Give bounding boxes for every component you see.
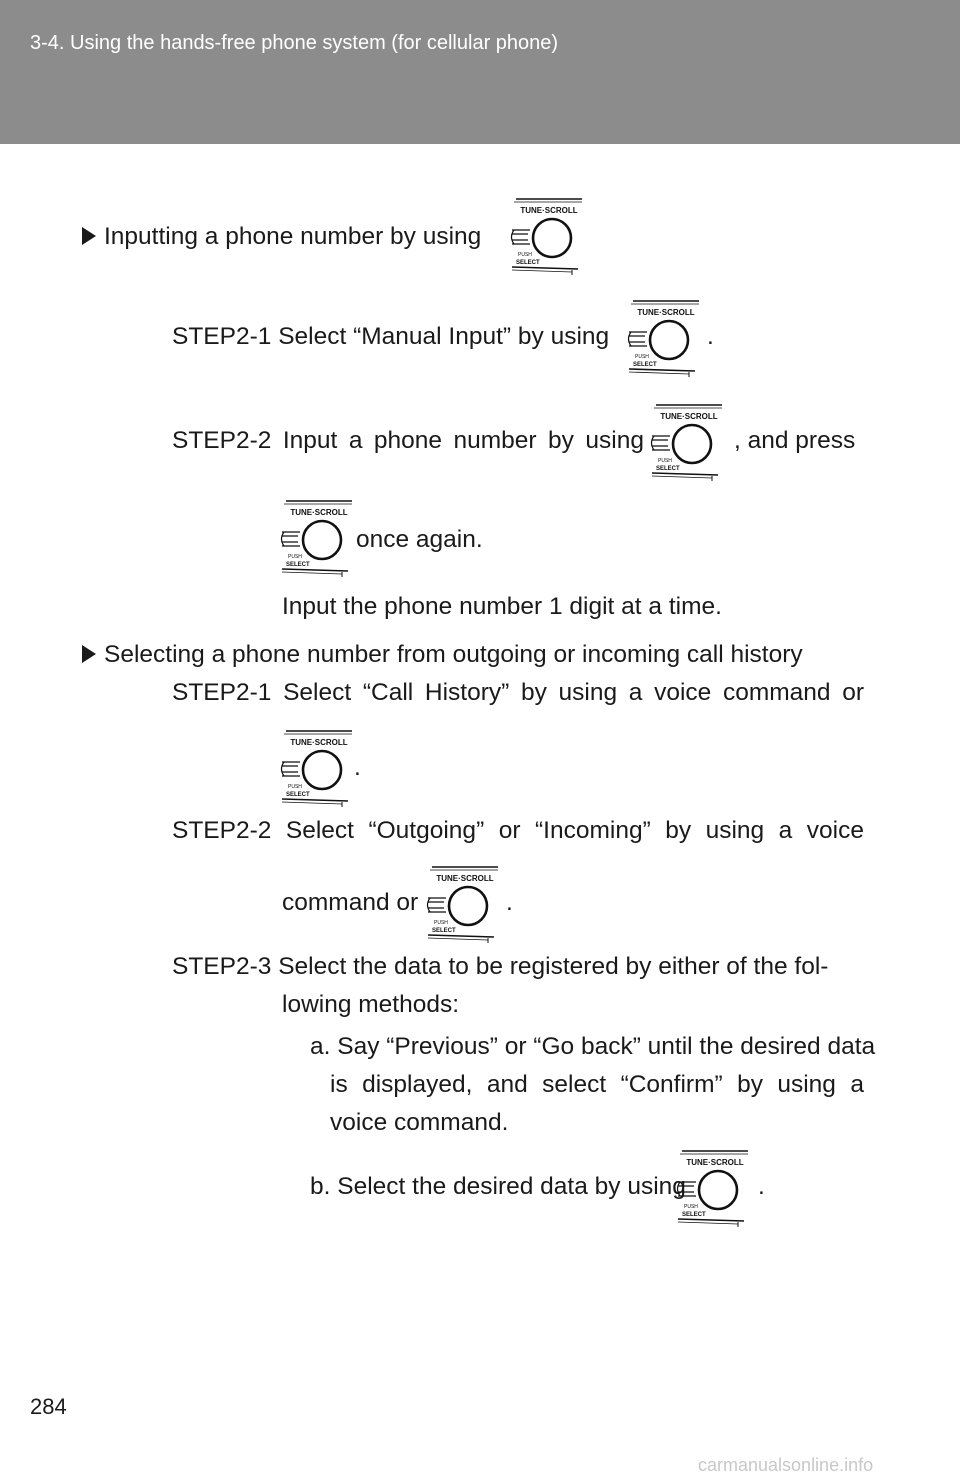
- word: using: [585, 427, 644, 454]
- word: phone: [373, 427, 443, 454]
- knob-top-label: TUNE·SCROLL: [686, 1158, 744, 1167]
- step-text-continued: command or: [282, 889, 419, 916]
- tune-scroll-knob-icon: [674, 1148, 750, 1228]
- knob-select-label: SELECT: [286, 562, 310, 568]
- word: displayed,: [362, 1071, 473, 1098]
- knob-push-label: PUSH: [288, 554, 302, 560]
- word: Input: [282, 427, 338, 454]
- word: STEP2-1: [172, 679, 272, 706]
- knob-shaft: [282, 532, 285, 546]
- knob-svg: [278, 498, 354, 578]
- knob-shaft: [282, 532, 300, 546]
- word: by: [548, 427, 574, 454]
- knob-push-label: PUSH: [434, 920, 448, 926]
- knob-dial: [449, 887, 487, 925]
- bullet-text: Inputting a phone number by using: [104, 223, 482, 250]
- knob-top-label: TUNE·SCROLL: [520, 206, 578, 215]
- knob-shaft: [428, 898, 431, 912]
- word: voice: [654, 679, 712, 706]
- method-a-text: a. Say “Previous” or “Go back” until the desired data: [310, 1033, 876, 1060]
- method-b-text-end: .: [758, 1173, 765, 1200]
- word: by: [520, 679, 547, 706]
- step-text: STEP2-3 Select the data to be registered by either of the fol-: [172, 953, 829, 980]
- knob-bottom-line: [512, 267, 578, 269]
- step-text-end: .: [354, 754, 361, 781]
- knob-top-label: TUNE·SCROLL: [660, 412, 718, 421]
- tune-scroll-knob-icon: [648, 402, 724, 482]
- word: or: [842, 679, 864, 706]
- knob-bottom-line: [428, 938, 488, 940]
- knob-top-label: TUNE·SCROLL: [436, 874, 494, 883]
- step-text-justified: [172, 816, 864, 846]
- knob-shaft: [629, 332, 647, 346]
- knob-dial: [699, 1171, 737, 1209]
- word: a: [778, 817, 793, 844]
- step-text-end: .: [506, 889, 513, 916]
- knob-push-label: PUSH: [684, 1204, 698, 1210]
- knob-push-label: PUSH: [635, 354, 649, 360]
- knob-shaft: [678, 1182, 681, 1196]
- word: by: [665, 817, 692, 844]
- word: a: [348, 427, 363, 454]
- word: “Call: [362, 679, 414, 706]
- knob-shaft: [652, 436, 670, 450]
- knob-select-label: SELECT: [516, 260, 540, 266]
- word: “Incoming”: [535, 817, 651, 844]
- knob-svg: [674, 1148, 750, 1228]
- knob-shaft: [512, 230, 530, 244]
- knob-bottom-line: [282, 802, 342, 804]
- knob-dial: [303, 521, 341, 559]
- step-text-continued: once again.: [356, 526, 483, 553]
- method-a-text-end: voice command.: [330, 1109, 509, 1136]
- word: History”: [424, 679, 510, 706]
- knob-bottom-line: [629, 372, 689, 374]
- page-number: 284: [30, 1394, 67, 1419]
- knob-bottom-line: [512, 270, 572, 272]
- step-text-end: .: [707, 323, 714, 350]
- step-text-justified: [172, 678, 864, 708]
- knob-top-label: TUNE·SCROLL: [290, 508, 348, 517]
- word: select: [542, 1071, 607, 1098]
- knob-bottom-line: [629, 369, 695, 371]
- word: using: [705, 817, 765, 844]
- bullet-item-manual-input: [82, 222, 481, 252]
- knob-bottom-line: [652, 473, 718, 475]
- knob-svg: [648, 402, 724, 482]
- section-title: 3-4. Using the hands-free phone system (for cellular phone): [30, 32, 559, 54]
- knob-top-label: TUNE·SCROLL: [290, 738, 348, 747]
- watermark: carmanualsonline.info: [698, 1455, 874, 1475]
- knob-bottom-line: [282, 799, 348, 801]
- step-text-continued: lowing methods:: [282, 991, 460, 1018]
- knob-shaft: [282, 762, 300, 776]
- word: command: [722, 679, 831, 706]
- bullet-text: Selecting a phone number from outgoing or incoming call history: [104, 641, 803, 668]
- tune-scroll-knob-icon: [278, 498, 354, 578]
- knob-svg: [424, 864, 500, 944]
- step-text: STEP2-1 Select “Manual Input” by using: [172, 323, 610, 350]
- knob-push-label: PUSH: [288, 784, 302, 790]
- step-note: Input the phone number 1 digit at a time.: [282, 593, 722, 620]
- knob-bottom-line: [652, 476, 712, 478]
- word: using: [777, 1071, 836, 1098]
- word: a: [850, 1071, 864, 1098]
- knob-shaft: [428, 898, 446, 912]
- knob-bottom-line: [282, 572, 342, 574]
- knob-select-label: SELECT: [682, 1212, 706, 1218]
- knob-dial: [650, 321, 688, 359]
- method-a-text-justified: [330, 1070, 864, 1100]
- word: Select: [283, 679, 352, 706]
- knob-shaft: [512, 230, 515, 244]
- knob-shaft: [678, 1182, 696, 1196]
- knob-svg: [508, 196, 584, 276]
- word: using: [558, 679, 618, 706]
- knob-bottom-line: [678, 1222, 738, 1224]
- word: voice: [806, 817, 864, 844]
- word: or: [498, 817, 521, 844]
- knob-shaft: [629, 332, 632, 346]
- bullet-item-call-history: [82, 640, 803, 670]
- knob-dial: [673, 425, 711, 463]
- word: STEP2-2: [172, 427, 272, 454]
- knob-select-label: SELECT: [633, 362, 657, 368]
- knob-shaft: [652, 436, 655, 450]
- knob-push-label: PUSH: [658, 458, 672, 464]
- word: Select: [285, 817, 354, 844]
- section-header: [0, 0, 960, 144]
- knob-shaft: [282, 762, 285, 776]
- word: “Outgoing”: [368, 817, 485, 844]
- word: and: [486, 1071, 528, 1098]
- bullet-triangle-icon: [82, 227, 96, 245]
- knob-dial: [533, 219, 571, 257]
- knob-svg: [278, 728, 354, 808]
- knob-select-label: SELECT: [286, 792, 310, 798]
- knob-svg: [625, 298, 701, 378]
- word: STEP2-2: [172, 817, 272, 844]
- word: a: [628, 679, 643, 706]
- knob-select-label: SELECT: [432, 928, 456, 934]
- word: by: [737, 1071, 763, 1098]
- tune-scroll-knob-icon: [424, 864, 500, 944]
- knob-bottom-line: [678, 1219, 744, 1221]
- knob-bottom-line: [282, 569, 348, 571]
- bullet-triangle-icon: [82, 645, 96, 663]
- knob-dial: [303, 751, 341, 789]
- knob-bottom-line: [428, 935, 494, 937]
- step-text-justified: [172, 426, 644, 456]
- tune-scroll-knob-icon: [278, 728, 354, 808]
- knob-push-label: PUSH: [518, 252, 532, 258]
- knob-select-label: SELECT: [656, 466, 680, 472]
- tune-scroll-knob-icon: [508, 196, 584, 276]
- step-text-end: , and press: [734, 427, 856, 454]
- method-b-text: b. Select the desired data by using: [310, 1173, 686, 1200]
- knob-top-label: TUNE·SCROLL: [637, 308, 695, 317]
- word: number: [453, 427, 537, 454]
- word: is: [330, 1071, 348, 1098]
- word: “Confirm”: [620, 1071, 723, 1098]
- tune-scroll-knob-icon: [625, 298, 701, 378]
